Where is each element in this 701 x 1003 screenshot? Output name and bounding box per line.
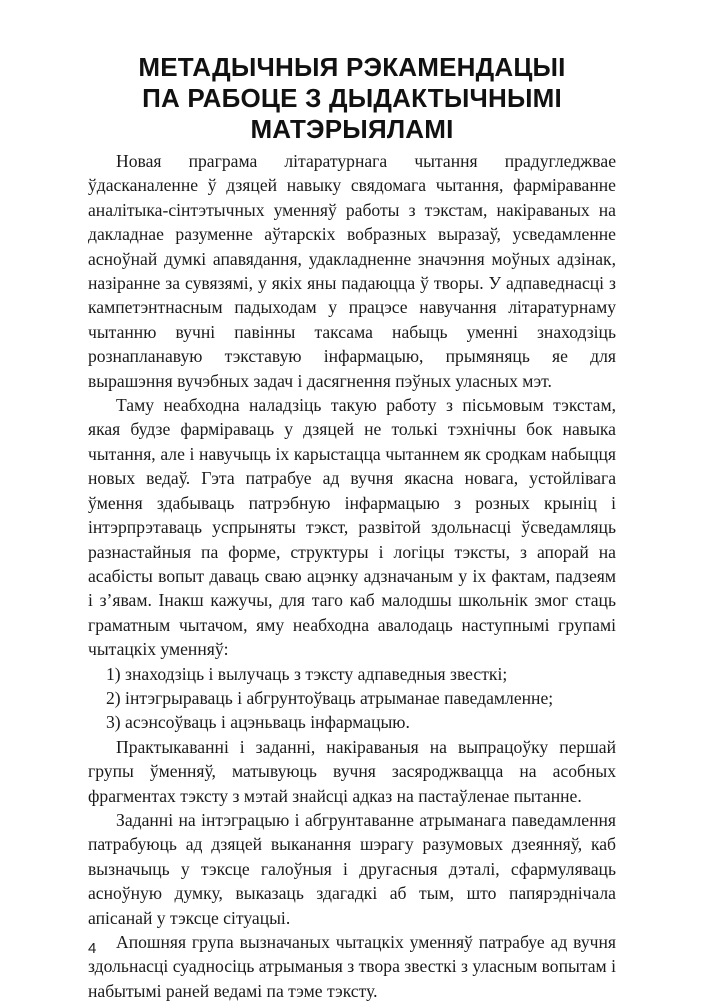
title-line: МЕТАДЫЧНЫЯ РЭКАМЕНДАЦЫІ — [138, 52, 566, 82]
page-number: 4 — [88, 940, 97, 957]
list-item: 3) асэнсоўваць і ацэньваць інфармацыю. — [106, 712, 410, 733]
paragraph: Апошняя група вызначаных чытацкіх уменняў патрабуе ад вучня здольнасці суадносіць атрыманыя з твора звесткі з уласным вопытам і набытымі раней ведамі па тэме тэксту. — [88, 932, 616, 1001]
page-title — [88, 52, 616, 145]
paragraph: Практыкаванні і заданні, накіраваныя на выпрацоўку першай групы ўменняў, матывуюць вучня засяроджвацца на асобных фрагментах тэксту з мэтай знайсці адказ на пастаўленае пытанне. — [88, 736, 616, 806]
paragraph: Заданні на інтэграцыю і абгрунтаванне атрыманага паведамлення патрабуюць ад дзяцей выканання шэрагу разумовых дзеянняў, каб вызначыць у тэксце галоўныя і другасныя дэталі, сфармуляваць асноўную думку, выказаць здагадкі аб тым, што папярэднічала апісанай у тэксце сітуацыі. — [88, 809, 616, 928]
list-item: 1) знаходзіць і вылучаць з тэксту адпаведныя звесткі; — [106, 663, 508, 684]
paragraph: Новая праграма літаратурнага чытання прадугледжвае ўдасканаленне ў дзяцей навыку свядомага чытання, фарміраванне аналітыка-сінтэтычных уменняў работы з тэкстам, накіраваных на дакладнае разуменне аўтарскіх вобразных выразаў, усведамленне асноўнай думкі апавядання, удакладненне значэння моўных адзінак, назіранне за сувязямі, у якіх яны падаюцца ў творы. У адпаведнасці з кампетэнтнасным падыходам у працэсе навучання літаратурнаму чытанню вучні павінны таксама набыць уменні знаходзіць рознапланавую тэкставую інфармацыю, прымяняць яе для вырашэння вучэбных задач і дасягнення пэўных уласных мэт. — [88, 151, 616, 391]
page-content — [88, 52, 616, 1003]
list-item: 2) інтэгрыраваць і абгрунтоўваць атрыманае паведамленне; — [106, 687, 554, 708]
paragraph: Таму неабходна наладзіць такую работу з пісьмовым тэкстам, якая будзе фарміраваць у дзяцей не толькі тэхнічны бок навыка чытання, але і навучыць іх карыстацца чытаннем як сродкам набыцця новых ведаў. Гэта патрабуе ад вучня якасна новага, устойлівага ўмення здабываць патрэбную інфармацыю з розных крыніц і інтэрпрэтаваць успрыняты тэкст, развітой здольнасці ўсведамляць разнастайныя па форме, структуры і логіцы тэксты, з апорай на асабісты вопыт даваць сваю ацэнку адзначаным у іх фактам, падзеям і з’явам. Інакш кажучы, для таго каб малодшы школьнік змог стаць граматным чытачом, яму неабходна авалодаць наступнымі групамі чытацкіх уменняў: — [88, 395, 616, 660]
body-text — [88, 149, 616, 1003]
title-line: МАТЭРЫЯЛАМІ — [250, 114, 454, 144]
title-line: ПА РАБОЦЕ З ДЫДАКТЫЧНЫМІ — [142, 83, 562, 113]
